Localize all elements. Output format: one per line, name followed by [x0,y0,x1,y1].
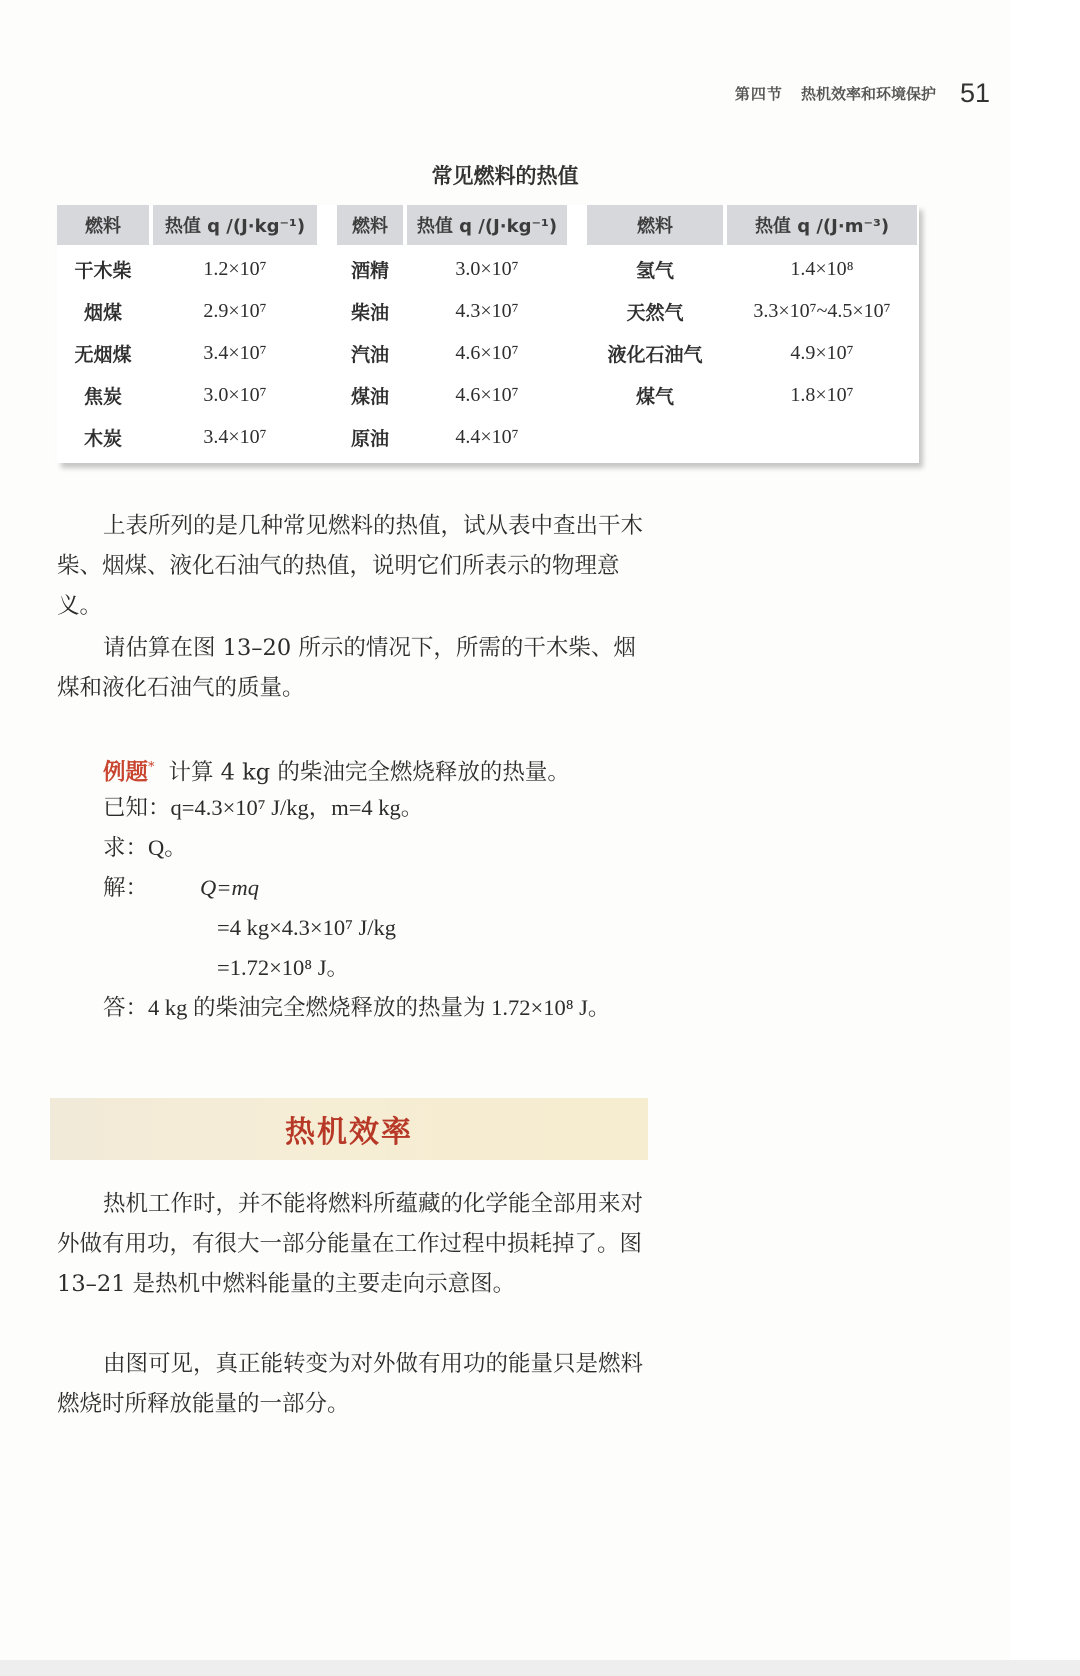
fuel-heat-value: 4.6×10⁷ [455,341,519,364]
fuel-heat-value: 4.3×10⁷ [455,299,519,322]
fuel-name: 煤油 [350,385,389,408]
section-heading: 热机效率 [285,1115,413,1150]
fuel-heat-value: 3.3×10⁷~4.5×10⁷ [753,299,891,322]
fuel-name: 无烟煤 [74,343,132,366]
page-bottom-edge [0,1660,1080,1676]
solve-label: 解： [103,875,149,900]
section-number: 第四节 [734,84,783,103]
fuel-heat-value: 1.4×10⁸ [790,257,854,280]
fuel-heat-value: 1.8×10⁷ [790,383,854,406]
header-heat-value: 热值 q /(J·kg⁻¹) [153,205,317,245]
fuel-heat-value: 1.2×10⁷ [203,257,267,280]
fuel-name: 木炭 [83,427,122,450]
paragraph: 上表所列的是几种常见燃料的热值，试从表中查出干木柴、烟煤、液化石油气的热值，说明它们所表示的物理意义。 [57,513,644,619]
page-number: 51 [959,77,990,108]
fuel-heat-value: 4.9×10⁷ [790,341,854,364]
example-label: 例题 [103,759,149,786]
fuel-heat-value: 3.0×10⁷ [203,383,267,406]
solution-step: =1.72×10⁸ J。 [217,955,349,980]
star-mark: * [148,760,155,775]
fuel-name: 液化石油气 [607,343,703,366]
fuel-heat-value: 3.4×10⁷ [203,341,267,364]
running-head [660,73,990,113]
header-heat-value: 热值 q /(J·m⁻³) [727,205,917,245]
table-title: 常见燃料的热值 [431,164,579,188]
example-known: 已知：q=4.3×10⁷ J/kg，m=4 kg。 [103,795,424,820]
section-heading-banner [50,1098,648,1160]
header-fuel: 燃料 [337,205,403,245]
solution-step: Q=mq [200,875,259,900]
paragraph: 热机工作时，并不能将燃料所蕴藏的化学能全部用来对外做有用功，有很大一部分能量在工作过程中损耗掉了。图 13–21 是热机中燃料能量的主要走向示意图。 [57,1191,644,1297]
fuel-heat-value: 4.4×10⁷ [455,425,519,448]
fuel-heat-value: 2.9×10⁷ [203,299,267,322]
page-margin [1010,0,1080,1676]
fuel-name: 焦炭 [83,385,122,408]
solution-step: =4 kg×4.3×10⁷ J/kg [217,915,397,940]
fuel-name: 酒精 [350,259,389,282]
example-question: 计算 4 kg 的柴油完全燃烧释放的热量。 [168,759,570,786]
example-answer: 答：4 kg 的柴油完全燃烧释放的热量为 1.72×10⁸ J。 [103,995,611,1020]
fuel-name: 煤气 [635,385,674,408]
fuel-heat-value: 3.4×10⁷ [203,425,267,448]
header-heat-value: 热值 q /(J·kg⁻¹) [407,205,567,245]
chapter-title: 热机效率和环境保护 [800,84,936,103]
fuel-name: 干木柴 [74,259,132,282]
worked-example [103,748,663,1028]
fuel-name: 天然气 [626,301,684,324]
paragraph: 请估算在图 13–20 所示的情况下，所需的干木柴、烟煤和液化石油气的质量。 [57,635,636,701]
fuel-heat-value: 3.0×10⁷ [455,257,519,280]
header-fuel: 燃料 [57,205,149,245]
example-find: 求：Q。 [103,835,187,860]
header-fuel: 燃料 [587,205,723,245]
fuel-name: 氢气 [635,259,674,282]
fuel-name: 烟煤 [83,301,122,324]
paragraph: 由图可见，真正能转变为对外做有用功的能量只是燃料燃烧时所释放能量的一部分。 [57,1351,644,1417]
fuel-name: 柴油 [350,301,389,324]
fuel-name: 原油 [350,427,389,450]
fuel-heat-value-table [57,205,919,463]
fuel-heat-value: 4.6×10⁷ [455,383,519,406]
fuel-name: 汽油 [350,343,389,366]
